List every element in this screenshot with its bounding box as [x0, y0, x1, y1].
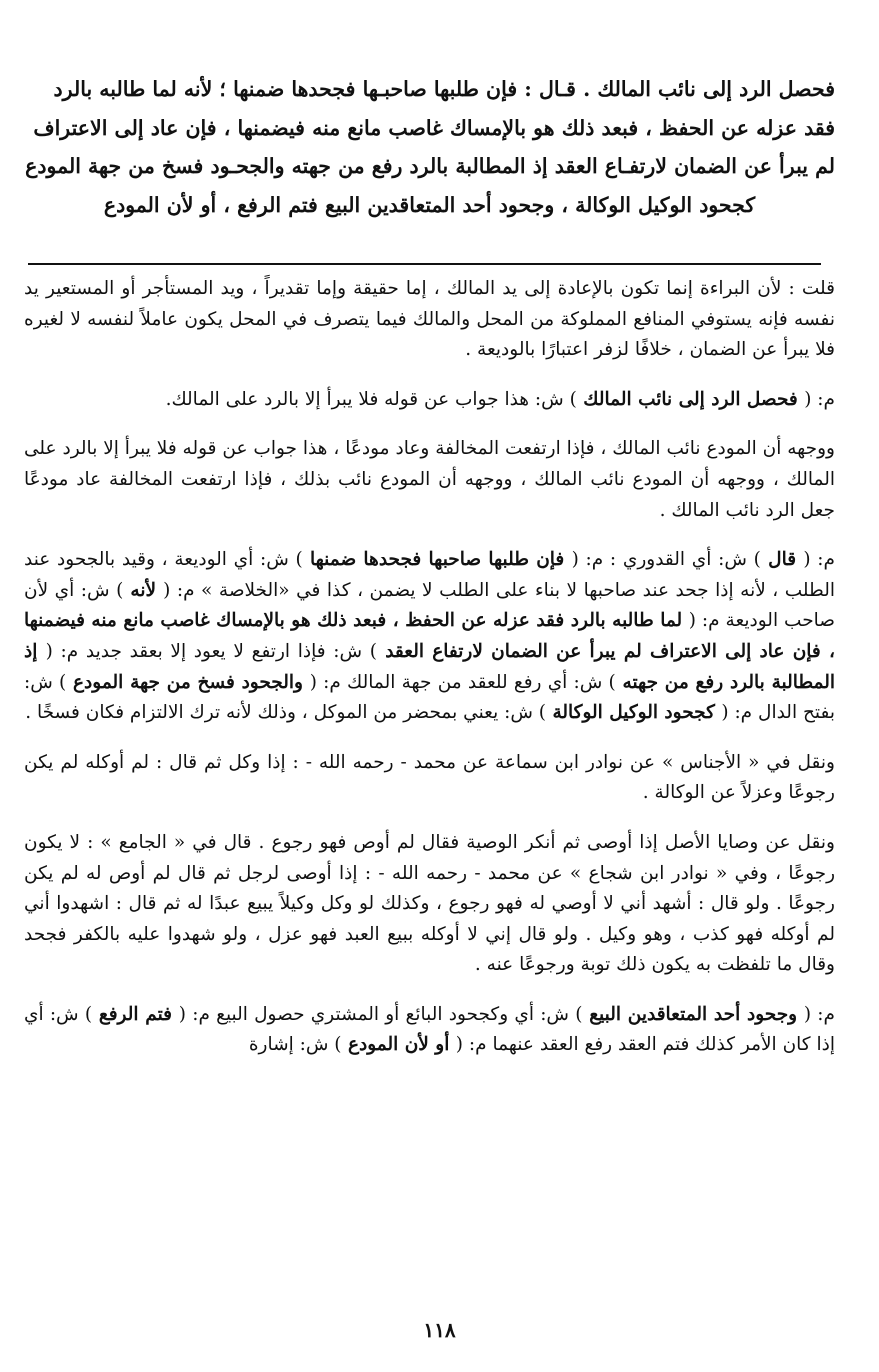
text-run: ) ش: أي لأن صاحب الوديعة م: ( [24, 579, 835, 632]
text-run: ) ش: إشارة [248, 1034, 342, 1056]
quoted-main-text: لما طالبه بالرد فقد عزله عن الحفظ ، فبعد ذلك هو بالإمساك غاصب مانع منه فيضمنها ، فإن عاد إلى الاعتراف لم يبرأ عن الضمان لارتفاع العقد [24, 610, 835, 662]
commentary-paragraph [24, 1000, 835, 1061]
main-text-line: لم يبرأ عن الضمان لارتفـاع العقد إذ المطالبة بالرد رفع من جهته والجحـود فسخ من جهة المودع [25, 154, 835, 178]
main-text-line: فحصل الرد إلى نائب المالك . قـال : فإن طلبها صاحبـها فجحدها ضمنها ؛ لأنه لما طالبه بالرد [53, 77, 835, 101]
page-number: ١١٨ [423, 1318, 456, 1342]
text-run: ) ش: أي إذا كان الأمر كذلك فتم العقد رفع العقد عنهما م: ( [24, 1003, 835, 1056]
main-text-line: كجحود الوكيل الوكالة ، وجحود أحد المتعاقدين البيع فتم الرفع ، أو لأن المودع [103, 192, 756, 217]
quoted-main-text: وجحود أحد المتعاقدين البيع [582, 1003, 804, 1025]
commentary-paragraph [24, 385, 835, 416]
commentary-paragraph: قلت : لأن البراءة إنما تكون بالإعادة إلى يد المالك ، إما حقيقة وإما تقديراً ، ويد المستأجر أو المستعير يد نفسه فإنه يستوفي المنافع المملوكة من المحل والمالك فيما يتصرف في المحل يكون عاملاً لنفسه لا لغيره فلا يبرأ عن الضمان ، خلافًا لزفر اعتبارًا بالوديعة . [24, 278, 835, 361]
text-run: ) ش: فإذا ارتفع لا يعود إلا بعقد جديد م: ( [45, 640, 377, 662]
text-run: م: ( [803, 1003, 835, 1025]
quoted-main-text: والجحود فسخ من جهة المودع [66, 671, 310, 693]
quoted-main-text: قال [760, 549, 804, 571]
commentary-paragraph [24, 545, 835, 729]
separator-line [28, 263, 821, 265]
text-run: ) ش: أي رفع للعقد من جهة المالك م: ( [309, 671, 616, 693]
quoted-main-text: إذ المطالبة بالرد رفع من جهته [24, 640, 835, 693]
main-text-line: فقد عزله عن الحفظ ، فبعد ذلك هو بالإمساك غاصب مانع منه فيضمنها ، فإن عاد إلى الاعتراف [33, 115, 835, 140]
text-run: م: ( [803, 549, 835, 571]
text-run: ) ش: يعني بمحضر من الموكل ، وذلك لأنه ترك الالتزام فكان فسخًا . [25, 702, 547, 724]
quoted-main-text: أو لأن المودع [341, 1034, 456, 1056]
text-run: ) ش: أي الوديعة ، وقيد بالجحود عند الطلب ، لأنه إذا جحد عند صاحبها لا بناء على الطلب لا يضمن ، كذا في «الخلاصة » م: ( [24, 549, 836, 601]
quoted-main-text: فإن طلبها صاحبها فجحدها ضمنها [302, 549, 572, 571]
quoted-main-text: كجحود الوكيل الوكالة [546, 702, 722, 724]
text-run: ) ش: هذا جواب عن قوله فلا يبرأ إلا بالرد على المالك. [165, 388, 577, 410]
commentary-block [24, 274, 835, 1080]
text-run: م: ( [804, 388, 835, 410]
commentary-paragraph: ووجهه أن المودع نائب المالك ، فإذا ارتفعت المخالفة وعاد مودعًا ، هذا جواب عن قوله فلا يبرأ إلا بالرد على المالك ، ووجهه أن المودع نائب المالك ، ووجهه أن المودع نائب بذلك ، فإذا ارتفعت المخالفة عاد مودعًا جعل الرد نائب المالك . [24, 438, 835, 521]
commentary-paragraph: ونقل عن وصايا الأصل إذا أوصى ثم أنكر الوصية فقال لم أوص فهو رجوع . قال في « الجامع » : لا يكون رجوعًا ، وفي « نوادر ابن شجاع » عن محمد - رحمه الله - : إذا أوصى لرجل ثم قال لم أوص له لم يكن رجوعًا . ولو قال : أشهد أني لا أوصي له فهو رجوع ، وكذلك لو وكل وكيلاً يبيع عبدًا له ثم قال : اشهدوا أني لم أوكله فهو كذب ، وهو وكيل . ولو قال إني لا أوكله ببيع العبد فهو عزل ، ولو شهدوا عليه بالكفر فجحد وقال ما تلفظت به يكون ذلك توبة ورجوعًا عنه . [24, 831, 835, 976]
text-run: ) ش: أي وكجحود البائع أو المشتري حصول البيع م: ( [178, 1003, 583, 1025]
main-text-block [24, 70, 835, 224]
text-run: ) ش: بفتح الدال م: ( [24, 671, 835, 724]
quoted-main-text: فتم الرفع [92, 1003, 179, 1025]
text-run: ) ش: أي القدوري : م: ( [571, 549, 761, 571]
quoted-main-text: فحصل الرد إلى نائب المالك [576, 388, 805, 410]
quoted-main-text: لأنه [123, 579, 164, 601]
commentary-paragraph: ونقل في « الأجناس » عن نوادر ابن سماعة عن محمد - رحمه الله - : إذا وكل ثم قال : لم أوكله لم يكن رجوعًا وعزلاً عن الوكالة . [24, 751, 835, 804]
